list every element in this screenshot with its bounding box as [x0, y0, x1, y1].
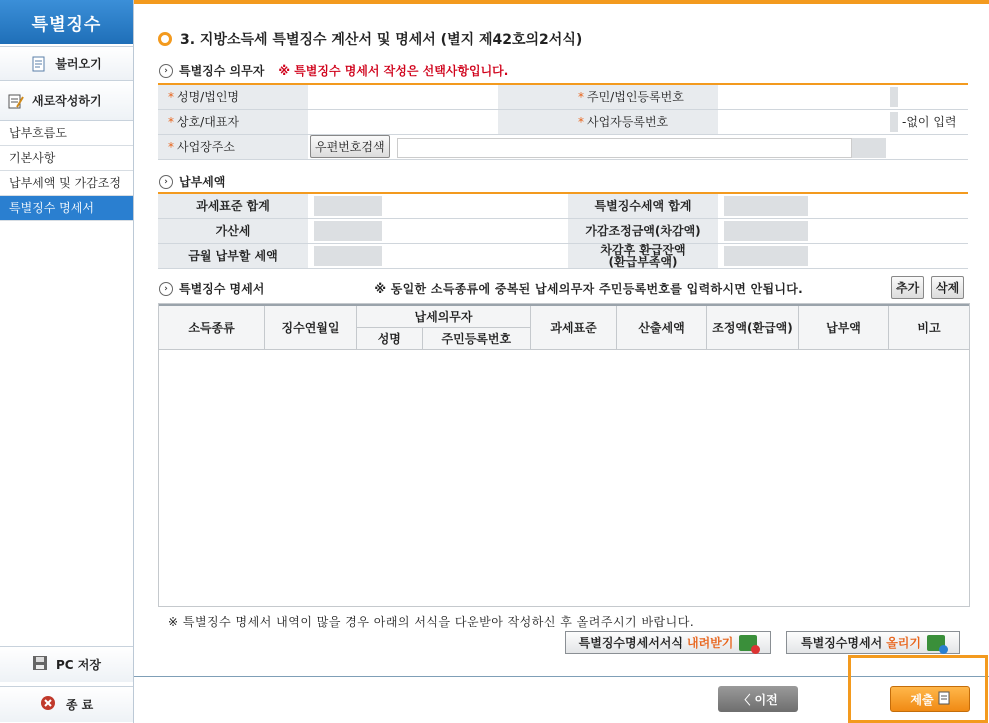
chevron-right-icon: ›	[159, 175, 173, 189]
bizno-input-end	[890, 112, 898, 132]
address-input[interactable]	[397, 138, 852, 158]
col-period: 징수연월일	[265, 306, 357, 349]
bizno-hint: -없이 입력	[898, 109, 968, 134]
chevron-right-icon: ›	[159, 64, 173, 78]
address-label-cell	[158, 134, 308, 159]
exit-button[interactable]	[0, 686, 133, 722]
refund-value	[724, 246, 808, 266]
special-total-label: 특별징수세액 합계	[568, 193, 718, 218]
refund-label-line1: 차감후 환급잔액	[600, 242, 686, 257]
col-obligor-subs	[357, 328, 530, 349]
new-document-label: 새로작성하기	[32, 94, 102, 108]
rrn-label: 주민/법인등록번호	[587, 90, 684, 105]
rep-label-cell	[158, 109, 308, 134]
upload-text: 특별징수명세서	[801, 636, 883, 650]
address-label: 사업장주소	[177, 140, 235, 154]
col-tax-base: 과세표준	[531, 306, 617, 349]
rep-label: 상호/대표자	[177, 115, 240, 129]
detail-section-label: 특별징수 명세서	[179, 282, 265, 296]
penalty-label: 가산세	[158, 218, 308, 243]
refund-label-line2: (환급부족액)	[608, 254, 678, 269]
col-payment: 납부액	[799, 306, 889, 349]
obligor-note: ※ 특별징수 명세서 작성은 선택사항입니다.	[278, 64, 509, 78]
address-input-end	[852, 138, 886, 158]
tax-form	[158, 192, 968, 269]
monthly-value	[314, 246, 382, 266]
sidebar	[0, 0, 134, 723]
statement-grid	[158, 303, 970, 607]
bullet-circle-icon	[158, 32, 172, 46]
adjust-cell	[718, 218, 898, 243]
close-icon	[40, 695, 56, 714]
download-template-button[interactable]	[565, 631, 771, 654]
required-star: *	[168, 115, 174, 129]
sidebar-title: 특별징수	[0, 0, 133, 44]
bizno-input[interactable]	[720, 112, 890, 132]
excel-download-icon	[739, 635, 757, 651]
rep-input-cell	[308, 109, 498, 134]
load-button-label: 불러오기	[55, 57, 102, 71]
base-total-cell	[308, 193, 488, 218]
sidebar-item-payment-flow[interactable]: 납부흐름도	[0, 121, 133, 146]
penalty-value	[314, 221, 382, 241]
bizno-label: 사업자등록번호	[587, 115, 669, 129]
spacer-cell	[498, 84, 568, 109]
monthly-label: 금월 납부할 세액	[158, 243, 308, 268]
empty-cell	[898, 84, 968, 109]
bizno-label-cell	[568, 109, 718, 134]
detail-note: ※ 동일한 소득종류에 중복된 납세의무자 주민등록번호를 입력하시면 안됩니다.	[374, 282, 804, 296]
page-title	[158, 29, 582, 49]
submit-label: 제출	[910, 692, 934, 707]
bottom-note: ※ 특별징수 명세서 내역이 많을 경우 아래의 서식을 다운받아 작성하신 후 올려주시기 바랍니다.	[168, 615, 695, 629]
name-input-cell	[308, 84, 498, 109]
required-star: *	[578, 115, 584, 129]
special-total-value	[724, 196, 808, 216]
spacer-cell	[498, 109, 568, 134]
monthly-cell	[308, 243, 488, 268]
spacer-cell	[488, 193, 568, 218]
penalty-cell	[308, 218, 488, 243]
sidebar-item-tax-adjust[interactable]: 납부세액 및 가감조정	[0, 171, 133, 196]
obligor-form	[158, 83, 968, 160]
excel-upload-icon	[927, 635, 945, 651]
pc-save-label: PC 저장	[56, 658, 101, 672]
refund-label	[568, 243, 718, 268]
empty-cell	[898, 193, 968, 218]
base-total-value	[314, 196, 382, 216]
download-accent: 내려받기	[686, 636, 734, 650]
adjust-label: 가감조정금액(차감액)	[568, 218, 718, 243]
upload-accent: 올리기	[886, 636, 921, 650]
submit-icon	[938, 691, 950, 708]
page-title-text: 3. 지방소득세 특별징수 계산서 및 명세서 (별지 제42호의2서식)	[180, 32, 583, 48]
col-calc-tax: 산출세액	[617, 306, 707, 349]
load-button[interactable]	[0, 46, 133, 81]
base-total-label: 과세표준 합계	[158, 193, 308, 218]
rrn-input[interactable]	[720, 87, 890, 107]
upload-statement-button[interactable]	[786, 631, 960, 654]
address-input-cell	[308, 134, 968, 159]
chevron-right-icon: ›	[159, 282, 173, 296]
add-row-button[interactable]: 추가	[891, 276, 924, 299]
spacer-cell	[488, 243, 568, 268]
col-obligor-group: 납세의무자	[357, 306, 530, 328]
rrn-label-cell	[568, 84, 718, 109]
name-input[interactable]	[312, 87, 492, 107]
pc-save-button[interactable]	[0, 646, 133, 682]
obligor-section-title	[159, 62, 508, 79]
col-adjust: 조정액(환급액)	[707, 306, 799, 349]
grid-header	[159, 304, 969, 350]
adjust-value	[724, 221, 808, 241]
bizno-input-cell	[718, 109, 898, 134]
zip-search-button[interactable]: 우편번호검색	[310, 135, 390, 158]
col-remarks: 비고	[917, 321, 941, 335]
prev-button[interactable]: 〈 이전	[718, 686, 798, 712]
rrn-input-cell	[718, 84, 898, 109]
col-group-obligor	[357, 306, 531, 349]
name-label-cell	[158, 84, 308, 109]
empty-cell	[898, 243, 968, 268]
main-content	[134, 4, 989, 723]
required-star: *	[168, 90, 174, 105]
download-text: 특별징수명세서서식	[578, 636, 683, 650]
refund-cell	[718, 243, 898, 268]
floppy-icon	[32, 655, 48, 674]
required-star: *	[168, 140, 174, 154]
col-obligor-name: 성명	[357, 328, 423, 349]
sidebar-item-basic-info[interactable]: 기본사항	[0, 146, 133, 171]
delete-row-button[interactable]: 삭제	[931, 276, 964, 299]
empty-cell	[898, 218, 968, 243]
required-star: *	[578, 90, 584, 105]
col-income-type: 소득종류	[159, 306, 265, 349]
col-obligor-rrn: 주민등록번호	[441, 331, 512, 346]
obligor-section-label: 특별징수 의무자	[179, 64, 265, 78]
document-icon	[31, 56, 47, 72]
exit-label: 종 료	[65, 698, 94, 712]
name-label: 성명/법인명	[177, 90, 240, 105]
tax-section-title	[159, 173, 225, 190]
rep-input[interactable]	[312, 112, 492, 132]
new-document-button[interactable]	[0, 81, 133, 121]
spacer-cell	[488, 218, 568, 243]
rrn-input-end	[890, 87, 898, 107]
detail-section-title	[159, 280, 971, 297]
sidebar-item-statement[interactable]: 특별징수 명세서	[0, 196, 133, 221]
edit-document-icon	[8, 93, 24, 109]
submit-button[interactable]	[890, 686, 970, 712]
tax-section-label: 납부세액	[179, 175, 226, 189]
special-total-cell	[718, 193, 898, 218]
